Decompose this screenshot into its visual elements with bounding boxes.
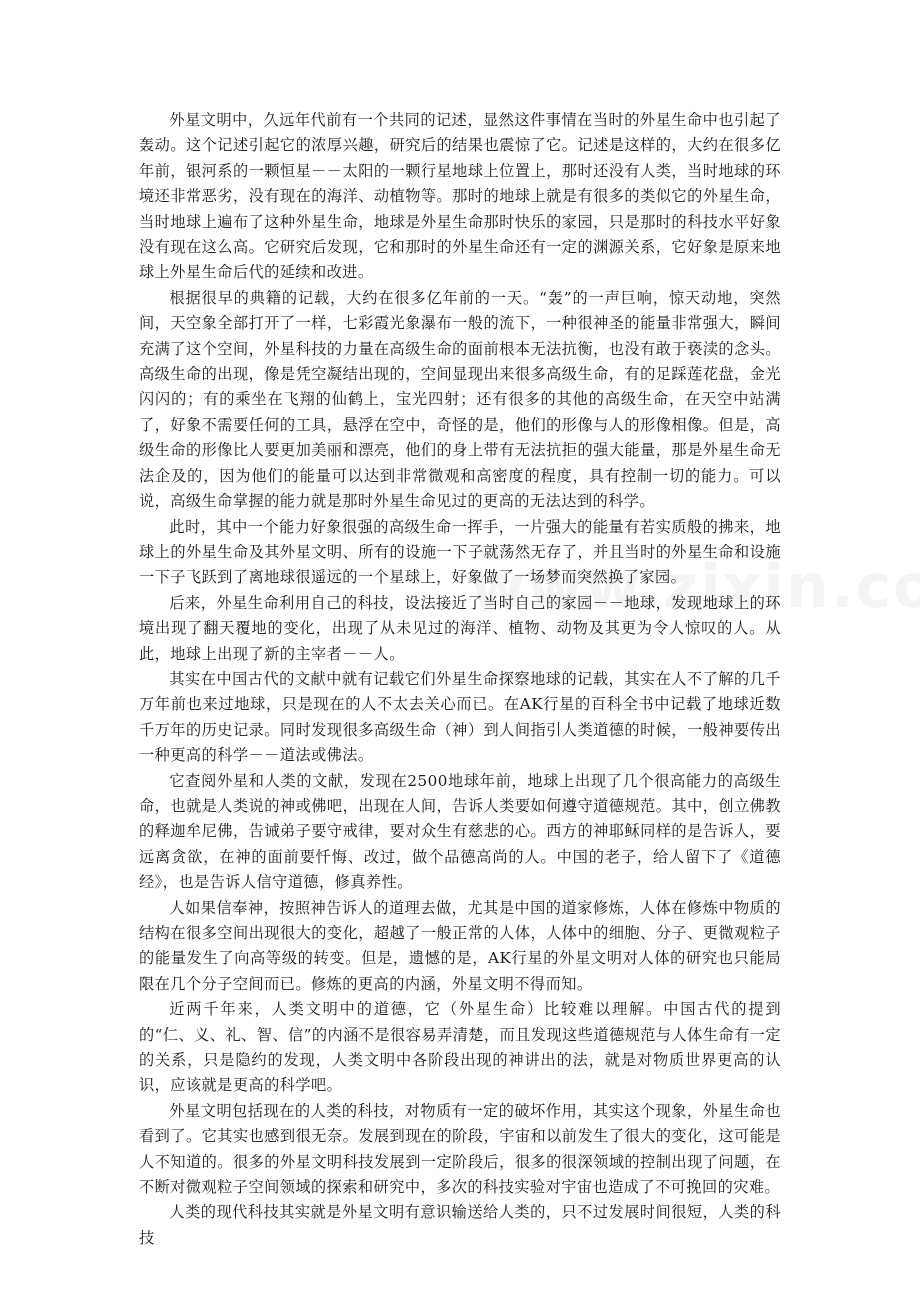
paragraph: 人如果信奉神，按照神告诉人的道理去做，尤其是中国的道家修炼，人体在修炼中物质的结构在很多空间出现很大的变化，超越了一般正常的人体，人体中的细胞、分子、更微观粒子的能量发生了向高等级的转变。但是，遗憾的是，AK行星的外星文明对人体的研究也只能局限在几个分子空间而已。修炼的更高的内涵，外星文明不得而知。	[139, 898, 781, 993]
paragraph: 其实在中国古代的文献中就有记载它们外星生命探察地球的记载，其实在人不了解的几千万年前也来过地球，只是现在的人不太去关心而已。在AK行星的百科全书中记载了地球近数千万年的历史记录。同时发现很多高级生命（神）到人间指引人类道德的时候，一般神要传出一种更高的科学－－道法或佛法。	[139, 669, 781, 765]
paragraph: 后来，外星生命利用自己的科技，设法接近了当时自己的家园－－地球，发现地球上的环境出现了翻天覆地的变化，出现了从未见过的海洋、植物、动物及其更为令人惊叹的人。从此，地球上出现了新的主宰者－－人。	[139, 593, 781, 663]
paragraph: 此时，其中一个能力好象很强的高级生命一挥手，一片强大的能量有若实质般的拂来，地球上的外星生命及其外星文明、所有的设施一下子就荡然无存了，并且当时的外星生命和设施一下子飞跃到了离地球很遥远的一个星球上，好象做了一场梦而突然换了家园。	[139, 517, 781, 587]
paragraph: 近两千年来，人类文明中的道德，它（外星生命）比较难以理解。中国古代的提到的“仁、义、礼、智、信”的内涵不是很容易弄清楚，而且发现这些道德规范与人体生命有一定的关系，只是隐约的发现，人类文明中各阶段出现的神讲出的法，就是对物质世界更高的认识，应该就是更高的科学吧。	[139, 1000, 781, 1095]
paragraph: 人类的现代科技其实就是外星文明有意识输送给人类的，只不过发展时间很短，人类的科技	[139, 1203, 781, 1247]
paragraph: 外星文明中，久远年代前有一个共同的记述，显然这件事情在当时的外星生命中也引起了轰动。这个记述引起它的浓厚兴趣，研究后的结果也震惊了它。记述是这样的，大约在很多亿年前，银河系的一颗恒星－－太阳的一颗行星地球上位置上，那时还没有人类，当时地球的环境还非常恶劣，没有现在的海洋、动植物等。那时的地球上就是有很多的类似它的外星生命，当时地球上遍布了这种外星生命，地球是外星生命那时快乐的家园，只是那时的科技水平好象没有现在这么高。它研究后发现，它和那时的外星生命还有一定的渊源关系，它好象是原来地球上外星生命后代的延续和改进。	[139, 111, 781, 282]
document-body	[139, 108, 781, 1251]
paragraph: 根据很早的典籍的记载，大约在很多亿年前的一天。“轰”的一声巨响，惊天动地，突然间，天空象全部打开了一样，七彩霞光象瀑布一般的流下，一种很神圣的能量非常强大，瞬间充满了这个空间，外星科技的力量在高级生命的面前根本无法抗衡，也没有敢于亵渎的念头。高级生命的出现，像是凭空凝结出现的，空间显现出来很多高级生命，有的足踩莲花盘，金光闪闪的；有的乘坐在飞翔的仙鹤上，宝光四射；还有很多的其他的高级生命，在天空中站满了，好象不需要任何的工具，悬浮在空中，奇怪的是，他们的形像与人的形像相像。但是，高级生命的形像比人要更加美丽和漂亮，他们的身上带有无法抗拒的强大能量，那是外星生命无法企及的，因为他们的能量可以达到非常微观和高密度的程度，具有控制一切的能力。可以说，高级生命掌握的能力就是那时外星生命见过的更高的无法达到的科学。	[139, 288, 781, 511]
paragraph: 它查阅外星和人类的文献，发现在2500地球年前，地球上出现了几个很高能力的高级生命，也就是人类说的神或佛吧，出现在人间，告诉人类要如何遵守道德规范。其中，创立佛教的释迦牟尼佛，告诫弟子要守戒律，要对众生有慈悲的心。西方的神耶稣同样的是告诉人，要远离贪欲，在神的面前要忏悔、改过，做个品德高尚的人。中国的老子，给人留下了《道德经》，也是告诉人信守道德，修真养性。	[139, 771, 781, 892]
paragraph: 外星文明包括现在的人类的科技，对物质有一定的破坏作用，其实这个现象，外星生命也看到了。它其实也感到很无奈。发展到现在的阶段，宇宙和以前发生了很大的变化，这可能是人不知道的。很多的外星文明科技发展到一定阶段后，很多的很深领域的控制出现了问题，在不断对微观粒子空间领域的探索和研究中，多次的科技实验对宇宙也造成了不可挽回的灾难。	[139, 1101, 781, 1197]
